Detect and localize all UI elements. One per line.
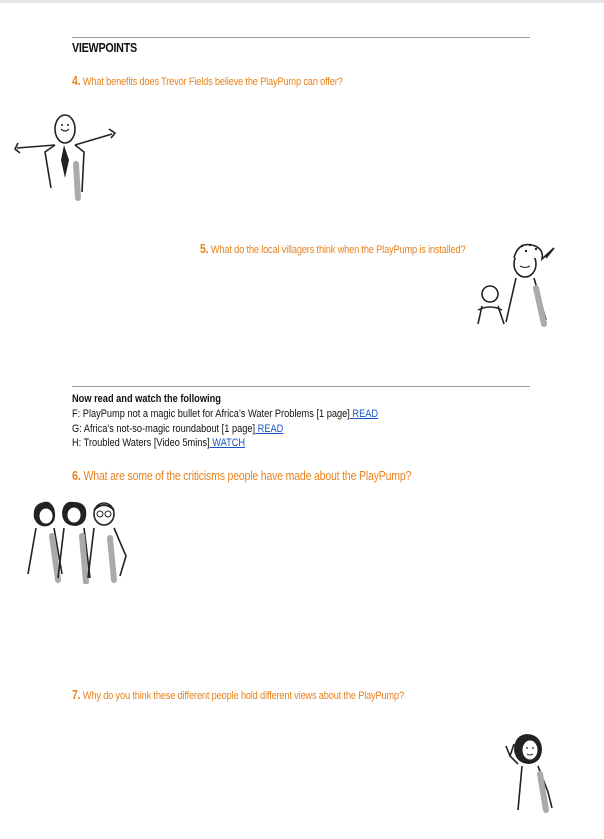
- reading-item-f-text: F: PlayPump not a magic bullet for Africa’s Water Problems [1 page]: [72, 408, 350, 420]
- reading-item-h-text: H: Troubled Waters [Video 5mins]: [72, 437, 210, 449]
- man-with-tie-icon: [12, 112, 122, 204]
- watch-link-h[interactable]: WATCH: [209, 437, 246, 449]
- question-4-text: What benefits does Trevor Fields believe the PlayPump can offer?: [82, 76, 343, 88]
- question-4-number: 4.: [72, 74, 81, 88]
- read-link-f[interactable]: READ: [349, 408, 379, 420]
- reading-item-h: [72, 436, 378, 451]
- question-7-number: 7.: [72, 688, 81, 702]
- question-5: [200, 242, 465, 256]
- question-7: [72, 688, 404, 702]
- reading-item-g: [72, 422, 378, 437]
- reading-divider: [72, 386, 530, 387]
- reading-list: [72, 393, 378, 451]
- woman-thinking-icon: [500, 730, 572, 814]
- top-divider: [72, 37, 530, 38]
- question-6: [72, 468, 411, 483]
- group-of-critics-icon: [22, 496, 134, 584]
- reading-item-g-text: G: Africa's not-so-magic roundabout [1 page]: [72, 422, 256, 435]
- question-6-number: 6.: [72, 468, 81, 483]
- question-6-text: What are some of the criticisms people have made about the PlayPump?: [83, 469, 412, 483]
- reading-item-f: [72, 407, 378, 422]
- read-link-g[interactable]: READ: [255, 422, 284, 435]
- villagers-icon: [474, 236, 564, 328]
- question-5-text: What do the local villagers think when the PlayPump is installed?: [210, 244, 466, 256]
- section-title: VIEWPOINTS: [72, 41, 137, 55]
- reading-title: Now read and watch the following: [72, 393, 221, 405]
- question-5-number: 5.: [200, 242, 209, 256]
- question-4: [72, 74, 343, 88]
- question-7-text: Why do you think these different people hold different views about the PlayPump?: [82, 690, 404, 702]
- page-top-edge: [0, 0, 604, 3]
